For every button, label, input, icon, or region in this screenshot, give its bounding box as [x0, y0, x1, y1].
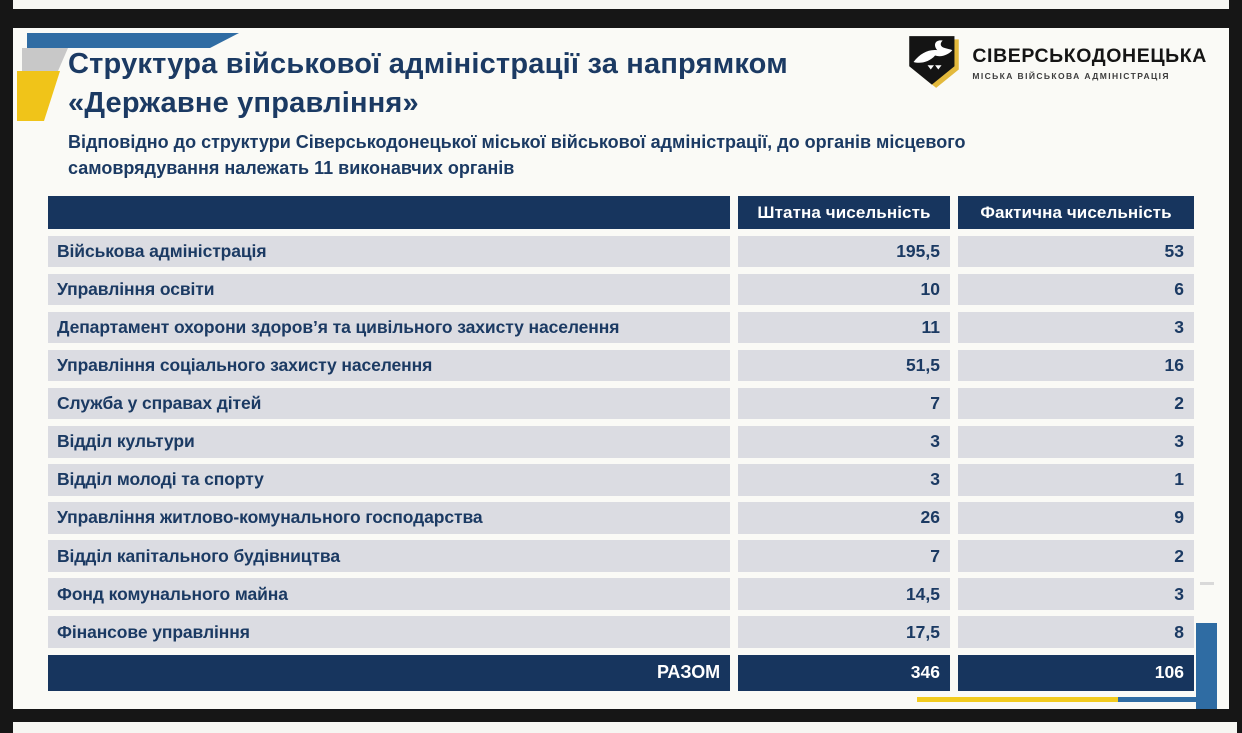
table-cell-staff: 195,5 — [738, 236, 950, 268]
dove-shield-icon — [906, 34, 962, 90]
page-title: Структура військової адміністрації за напрямком «Державне управління» — [68, 48, 788, 119]
blue-line-decoration — [1118, 697, 1196, 702]
table-cell-staff: 26 — [738, 502, 950, 534]
table-cell-staff: 3 — [738, 464, 950, 496]
table-cell-staff: 11 — [738, 312, 950, 344]
table-cell-staff: 7 — [738, 388, 950, 420]
table-cell-label: Відділ капітального будівництва — [48, 540, 730, 572]
table-cell-actual: 9 — [958, 502, 1194, 534]
gray-tick-decoration — [1200, 582, 1214, 585]
table-cell-actual: 2 — [958, 540, 1194, 572]
table-total-actual: 106 — [958, 655, 1194, 691]
yellow-line-decoration — [917, 697, 1118, 702]
table-cell-label: Фінансове управління — [48, 616, 730, 648]
table-cell-actual: 1 — [958, 464, 1194, 496]
table-cell-label: Фонд комунального майна — [48, 578, 730, 610]
table-cell-staff: 10 — [738, 274, 950, 306]
previous-slide-edge — [13, 0, 1229, 9]
table-cell-label: Управління житлово-комунального господарства — [48, 502, 730, 534]
table-cell-label: Військова адміністрація — [48, 236, 730, 268]
slide-canvas — [13, 28, 1229, 709]
table-cell-staff: 17,5 — [738, 616, 950, 648]
logo-subtitle: МІСЬКА ВІЙСЬКОВА АДМІНІСТРАЦІЯ — [972, 71, 1170, 81]
table-header-actual: Фактична чисельність — [958, 196, 1194, 229]
slide-subtitle: Відповідно до структури Сіверськодонецької міської військової адміністрації, до органів місцевого самоврядування належать 11 виконавчих органів — [68, 132, 966, 178]
table-cell-actual: 8 — [958, 616, 1194, 648]
table-cell-actual: 6 — [958, 274, 1194, 306]
next-slide-edge — [13, 722, 1237, 733]
table-cell-label: Відділ культури — [48, 426, 730, 458]
staffing-table — [48, 196, 1194, 691]
table-total-label: РАЗОМ — [48, 655, 730, 691]
table-cell-actual: 3 — [958, 312, 1194, 344]
table-cell-label: Департамент охорони здоров’я та цивільного захисту населення — [48, 312, 730, 344]
table-cell-staff: 3 — [738, 426, 950, 458]
table-cell-label: Відділ молоді та спорту — [48, 464, 730, 496]
table-cell-actual: 3 — [958, 578, 1194, 610]
table-cell-actual: 2 — [958, 388, 1194, 420]
table-cell-staff: 51,5 — [738, 350, 950, 382]
logo-text-block — [972, 43, 1207, 81]
table-cell-actual: 3 — [958, 426, 1194, 458]
table-header-staff: Штатна чисельність — [738, 196, 950, 229]
table-cell-label: Управління освіти — [48, 274, 730, 306]
table-cell-actual: 16 — [958, 350, 1194, 382]
table-header-empty — [48, 196, 730, 229]
table-cell-actual: 53 — [958, 236, 1194, 268]
organization-logo — [906, 34, 1207, 90]
table-cell-label: Управління соціального захисту населення — [48, 350, 730, 382]
blue-bar-decoration — [1196, 623, 1217, 709]
table-cell-label: Служба у справах дітей — [48, 388, 730, 420]
table-total-staff: 346 — [738, 655, 950, 691]
table-cell-staff: 14,5 — [738, 578, 950, 610]
logo-name: СІВЕРСЬКОДОНЕЦЬКА — [972, 45, 1207, 67]
table-cell-staff: 7 — [738, 540, 950, 572]
